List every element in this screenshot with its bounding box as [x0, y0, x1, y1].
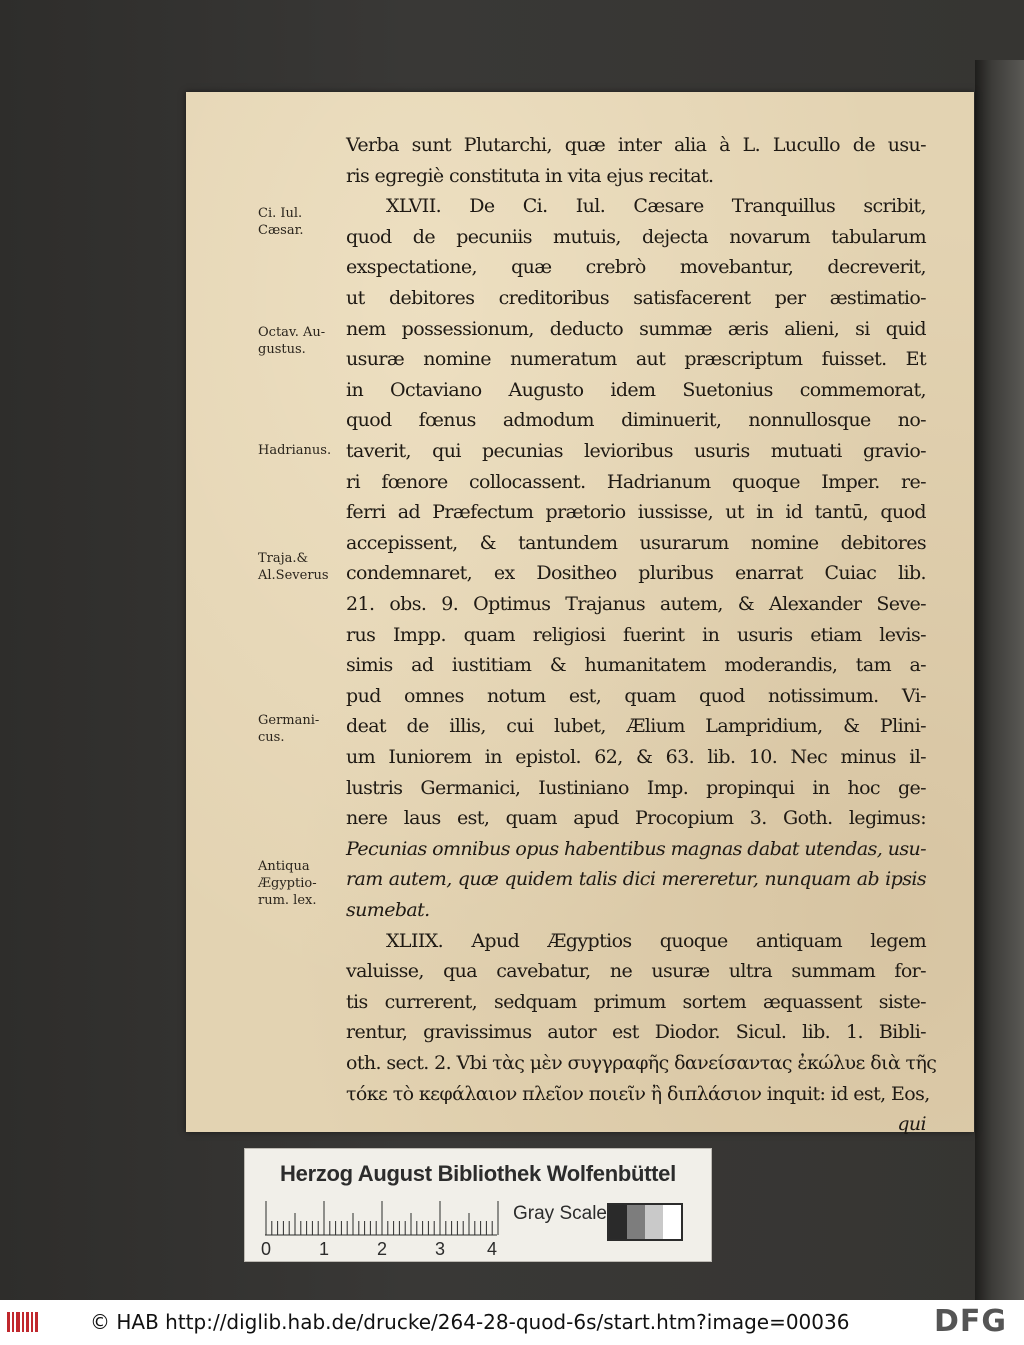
text-line: deat de illis, cui lubet, Ælium Lampridium, & Plini- [346, 715, 926, 738]
text-line: taverit, qui pecunias levioribus usuris mutuati gravio- [346, 440, 926, 462]
margin-note-augustus: Octav. Au- gustus. [258, 325, 326, 357]
margin-note-caesar: Ci. Iul. Cæsar. [258, 206, 304, 238]
text-line: usuræ nomine numeratum aut præscriptum fuisset. Et [346, 348, 926, 371]
gray-swatch [609, 1205, 627, 1239]
permalink-text[interactable]: © HAB http://diglib.hab.de/drucke/264-28-quod-6s/start.htm?image=00036 [90, 1310, 850, 1334]
text-line: XLVII. De Ci. Iul. Cæsare Tranquillus scribit, [386, 195, 926, 218]
ruler-label: 0 [261, 1239, 272, 1259]
text-line: τόκε τὸ κεφάλαιον πλεῖον ποιεῖν ἢ διπλάσιον inquit: id est, Eos, [346, 1082, 930, 1105]
text-line: accepissent, & tantundem usurarum nomine debitores [346, 531, 926, 554]
text-line: 21. obs. 9. Optimus Trajanus autem, & Alexander Seve- [346, 593, 926, 615]
text-line: tis currerent, sedquam primum sortem æquassent siste- [346, 990, 926, 1013]
text-line: pud omnes notum est, quam quod notissimum. Vi- [346, 684, 926, 707]
ruler-label: 3 [435, 1239, 446, 1259]
text-line: nem possessionum, deducto summæ æris alieni, si quid [346, 317, 926, 340]
text-line: ris egregiè constituta in vita ejus recitat. [346, 164, 714, 187]
next-page-edge [975, 60, 1024, 1300]
footer-bar [0, 1300, 1024, 1345]
text-line: valuisse, qua cavebatur, ne usuræ ultra summam for- [346, 960, 926, 983]
ruler-label: 4 [487, 1239, 498, 1259]
text-line: in Octaviano Augusto idem Suetonius commemorat, [346, 378, 926, 401]
margin-note-germanicus: Germani- cus. [258, 713, 320, 745]
text-line: ri fœnore collocassent. Hadrianum quoque Imper. re- [346, 470, 926, 493]
text-line: XLIIX. Apud Ægyptios quoque antiquam legem [386, 929, 926, 952]
text-line: um Iuniorem in epistol. 62, & 63. lib. 10. Nec minus il- [346, 746, 926, 768]
margin-note-aegyptiorum: Antiqua Ægyptio- rum. lex. [258, 859, 317, 908]
text-line: qui [897, 1113, 926, 1136]
color-calibration-card [244, 1148, 712, 1262]
text-line: nere laus est, quam apud Procopium 3. Goth. legimus: [346, 807, 926, 830]
gray-swatch [627, 1205, 645, 1239]
gray-scale-label: Gray Scale [513, 1203, 607, 1224]
text-line: ram autem, quæ quidem talis dici mereretur, nunquam ab ipsis [346, 868, 926, 891]
gray-swatch [645, 1205, 663, 1239]
text-line: Pecunias omnibus opus habentibus magnas dabat utendas, usu- [346, 837, 926, 860]
text-line: exspectatione, quæ crebrò movebantur, decreverit, [346, 256, 926, 279]
text-line: lustris Germanici, Iustiniano Imp. propinqui in hoc ge- [346, 776, 926, 799]
text-line: Verba sunt Plutarchi, quæ inter alia à L. Lucullo de usu- [346, 134, 926, 156]
ruler-label: 2 [377, 1239, 388, 1259]
text-line: quod de pecuniis mutuis, dejecta novarum tabularum [346, 225, 926, 248]
measurement-ruler [265, 1201, 505, 1237]
text-line: condemnaret, ex Dositheo pluribus enarrat Cuiac lib. [346, 562, 926, 585]
ruler-label: 1 [319, 1239, 330, 1259]
text-line: simis ad iustitiam & humanitatem moderandis, tam a- [346, 654, 926, 677]
text-line: quod fœnus admodum diminuerit, nonnullosque no- [346, 409, 926, 432]
text-line: ut debitores creditoribus satisfacerent per æstimatio- [346, 287, 926, 309]
margin-note-hadrianus: Hadrianus. [258, 443, 332, 458]
dfg-logo: DFG [934, 1304, 1008, 1339]
book-page [186, 92, 974, 1136]
text-line: rus Impp. quam religiosi fuerint in usuris etiam levis- [346, 623, 926, 646]
text-line: ferri ad Præfectum prætorio iussisse, ut in id tantū, quod [346, 501, 926, 524]
gray-scale-swatches [607, 1203, 683, 1241]
text-line: sumebat. [346, 899, 430, 921]
gray-swatch [663, 1205, 681, 1239]
text-line: rentur, gravissimus autor est Diodor. Sicul. lib. 1. Bibli- [346, 1021, 926, 1044]
text-line: oth. sect. 2. Vbi τὰς μὲν συγγραφῆς δανείσαντας ἐκώλυε διὰ τῆς [346, 1052, 937, 1074]
margin-note-trajanus: Traja.& Al.Severus [258, 551, 329, 583]
library-name: Herzog August Bibliothek Wolfenbüttel [280, 1161, 676, 1186]
hab-barcode-icon [6, 1310, 40, 1334]
